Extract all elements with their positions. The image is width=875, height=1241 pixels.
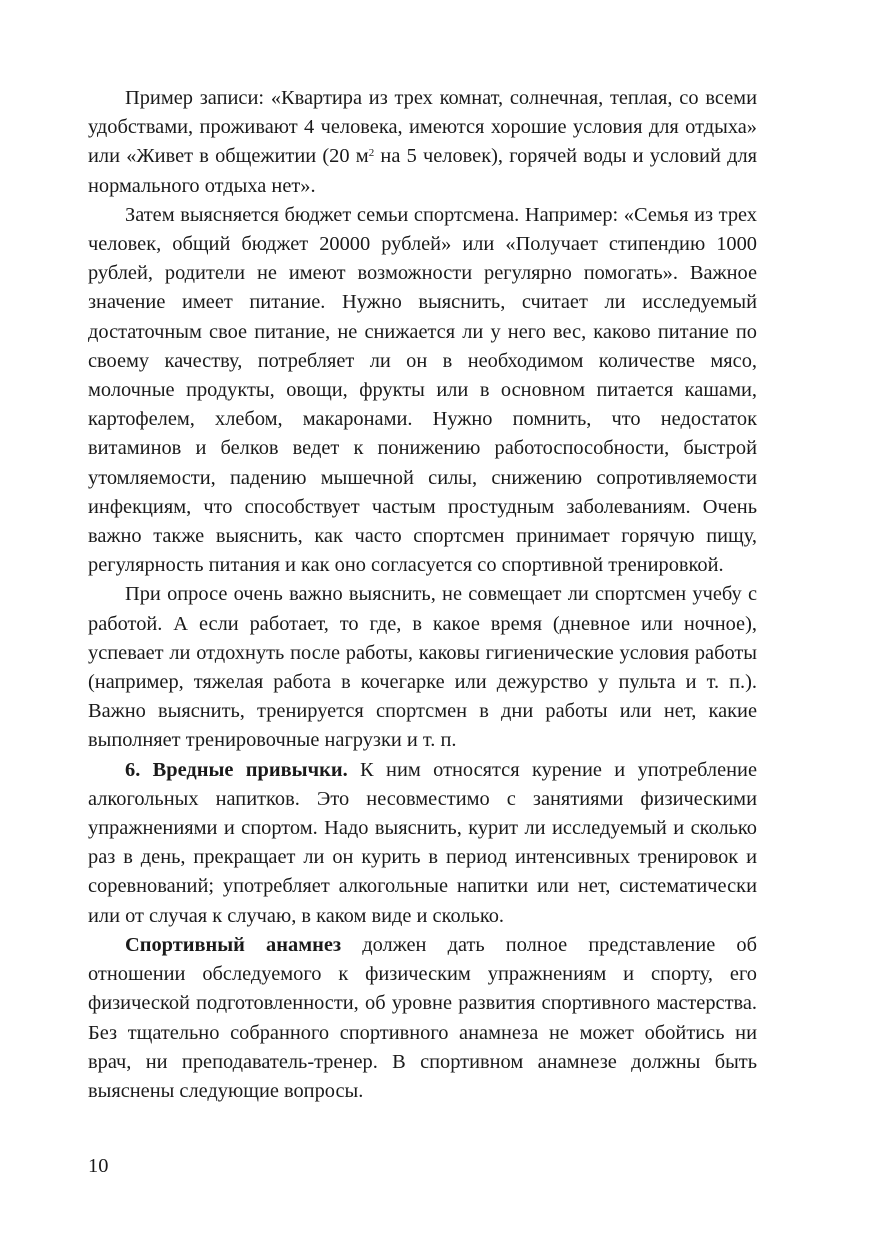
- term-heading: Спортивный анамнез: [125, 933, 342, 956]
- paragraph-living-conditions: [88, 84, 757, 201]
- section-heading: 6. Вредные привычки.: [125, 758, 348, 781]
- page-number: 10: [88, 1155, 109, 1177]
- paragraph-budget-nutrition: Затем выясняется бюджет семьи спортсмена. Например: «Семья из трех человек, общий бюджет 20000 рублей» или «Получает стипендию 1000 рублей, родители не имеют возможности регулярно помогать». Важное значение имеет питание. Нужно выяснить, считает ли исследуемый достаточным свое питание, не снижается ли у него вес, каково питание по своему качеству, потребляет ли он в необходимом количестве мясо, молочные продукты, овощи, фрукты или в основном питается кашами, картофелем, хлебом, макаронами. Нужно помнить, что недостаток витаминов и белков ведет к понижению работоспособности, быстрой утомляемости, падению мышечной силы, снижению сопротивляемости инфекциям, что способствует частым простудным заболеваниям. Очень важно также выяснить, как часто спортсмен принимает горячую пищу, регулярность питания и как оно согласуется со спортивной тренировкой.: [88, 203, 757, 577]
- paragraph-text: Пример записи: «Квартира из трех комнат, солнечная, теплая, со всеми удобствами, проживают 4 человека, имеются хорошие условия для отдыха» или «Живет в общежитии (20 м: [88, 87, 757, 168]
- paragraph-text: должен дать полное представление об отношении обследуемого к физическим упражнениям и спорту, его физической подготовленности, об уровне развития спортивного мастерства. Без тщательно собранного спортивного анамнеза не может обойтись ни врач, ни преподаватель-тренер. В спортивном анамнезе должны быть выяснены следующие вопросы.: [88, 933, 757, 1102]
- paragraph-text: на 5 человек), горячей воды и условий для нормального отдыха нет».: [88, 145, 758, 197]
- page-body: [88, 84, 757, 1106]
- paragraph-sports-anamnesis: [88, 931, 757, 1106]
- paragraph-work-study: При опросе очень важно выяснить, не совмещает ли спортсмен учебу с работой. А если работает, то где, в какое время (дневное или ночное), успевает ли отдохнуть после работы, каковы гигиенические условия работы (например, тяжелая работа в кочегарке или дежурство у пульта и т. п.). Важно выяснить, тренируется спортсмен в дни работы или нет, какие выполняет тренировочные нагрузки и т. п.: [88, 583, 757, 752]
- paragraph-text: К ним относятся курение и употребление алкогольных напитков. Это несовместимо с занятиями физическими упражнениями и спортом. Надо выяснить, курит ли исследуемый и сколько раз в день, прекращает ли он курить в период интенсивных тренировок и соревнований; употребляет алкогольные напитки или нет, систематически или от случая к случаю, в каком виде и сколько.: [88, 758, 757, 927]
- superscript-square: 2: [368, 147, 375, 160]
- paragraph-bad-habits: [88, 756, 757, 931]
